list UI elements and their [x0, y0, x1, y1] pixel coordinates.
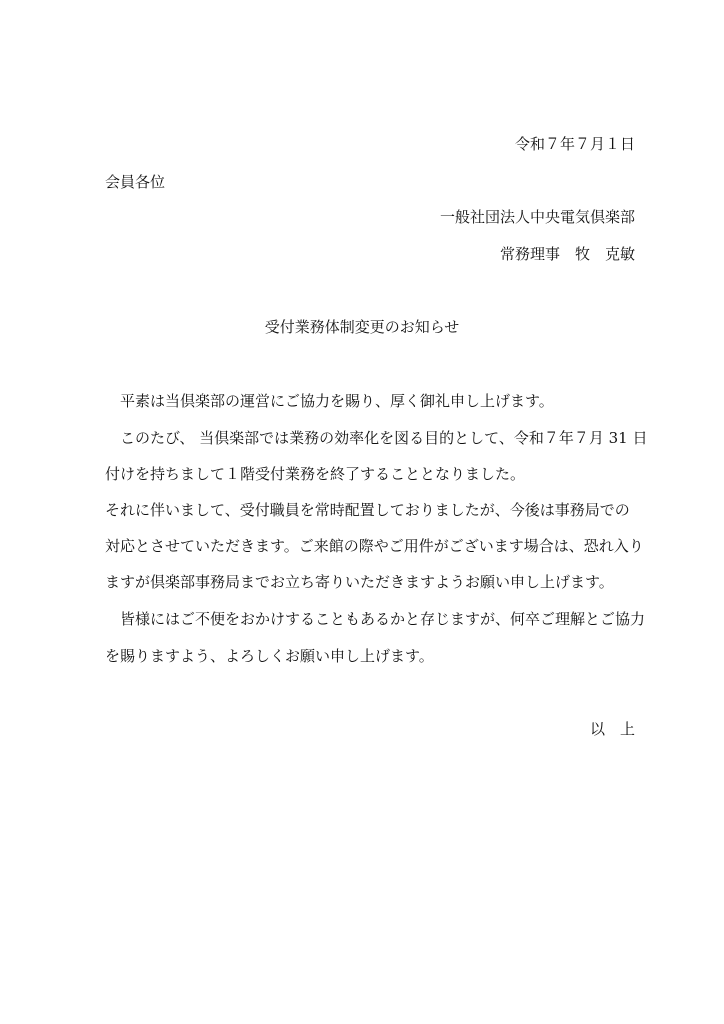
- sender-name: 常務理事 牧 克敏: [499, 245, 635, 263]
- body-line: ますが倶楽部事務局までお立ち寄りいただきますようお願い申し上げます。: [105, 573, 614, 591]
- date: 令和７年７月１日: [514, 135, 635, 153]
- document-title: 受付業務体制変更のお知らせ: [264, 318, 460, 336]
- body-line: を賜りますよう、よろしくお願い申し上げます。: [105, 647, 434, 665]
- body-line: 皆様にはご不便をおかけすることもあるかと存じますが、何卒ご理解とご協力: [105, 610, 646, 628]
- body-line: それに伴いまして、受付職員を常時配置しておりましたが、今後は事務局での: [105, 501, 630, 519]
- body-line: 付けを持ちまして１階受付業務を終了することとなりました。: [105, 465, 526, 483]
- closing: 以 上: [589, 720, 635, 738]
- sender-organization: 一般社団法人中央電気倶楽部: [439, 208, 635, 226]
- body-line: このたび、 当倶楽部では業務の効率化を図る目的として、令和７年７月 31 日: [105, 429, 648, 447]
- body-line: 平素は当倶楽部の運営にご協力を賜り、厚く御礼申し上げます。: [105, 392, 554, 410]
- addressee: 会員各位: [105, 173, 166, 191]
- body-line: 対応とさせていただきます。ご来館の際やご用件がございます場合は、恐れ入り: [105, 537, 644, 555]
